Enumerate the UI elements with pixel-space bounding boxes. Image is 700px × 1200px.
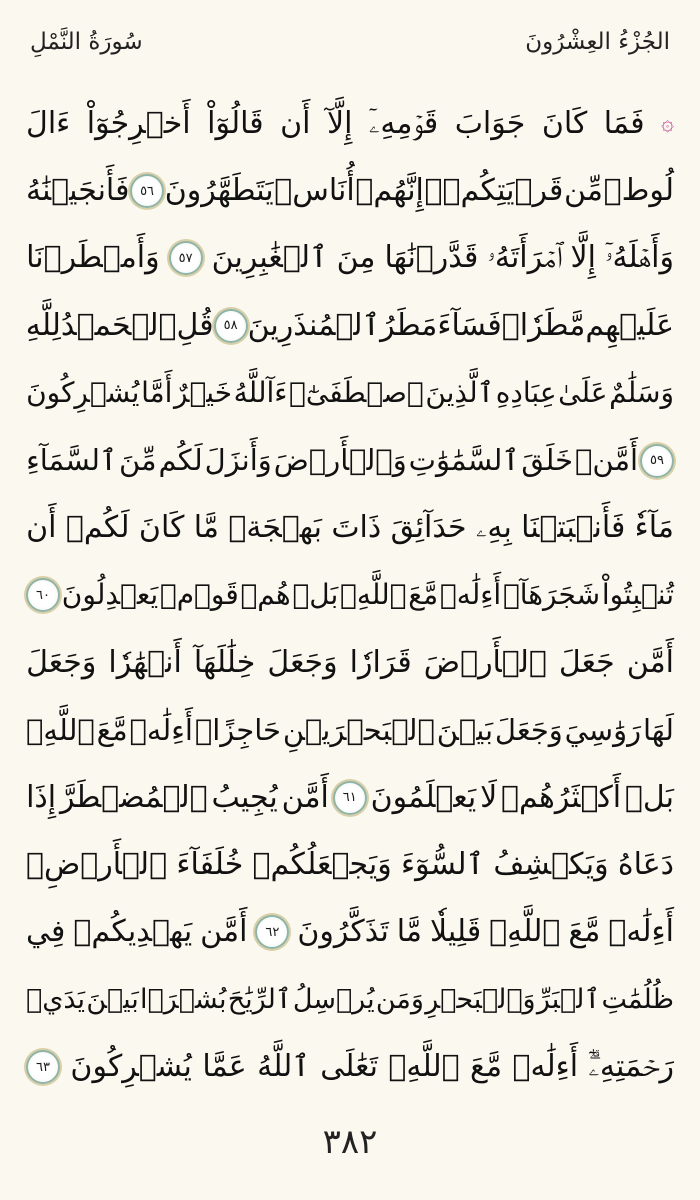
verse-word: ٱلۡحَمۡدُ: [60, 307, 177, 343]
verse-word: قَرَارٗا: [349, 644, 412, 680]
verse-word: مَّعَ: [470, 1049, 503, 1085]
verse-word: وَيَجۡعَلُكُمۡ: [252, 846, 392, 882]
verse-word: لَهَا: [642, 712, 674, 747]
verse-word: يَعۡدِلُونَ: [61, 578, 159, 612]
verse-word: أَءِلَٰهٞ: [512, 1049, 579, 1085]
verse-word: يَهۡدِيكُمۡ: [73, 914, 193, 950]
ayah-number-marker: ٥٦: [130, 174, 164, 208]
verse-word: لُوطٖ: [603, 173, 674, 209]
ayah-number-marker: ٥٩: [640, 444, 674, 478]
verse-word: أَمَّن: [626, 644, 674, 680]
verse-word: فِي: [26, 914, 66, 950]
verse-word: عَلَىٰ: [558, 376, 608, 410]
verse-word: لَكُمۡ: [65, 510, 130, 546]
verse-word: أَمَّن: [281, 779, 329, 815]
verse-word: وَجَعَلَ: [267, 644, 338, 680]
verse-word: ٱللَّهِۚ: [489, 914, 561, 950]
verse-word: إِنَّهُمۡ: [355, 173, 424, 209]
verse-word: أَخۡرِجُوٓاْ: [86, 105, 191, 141]
verse-word: وَجَعَلَ: [26, 644, 97, 680]
verse-word: مَآءٗ: [634, 510, 674, 546]
verse-word: أَءِلَٰهٞ: [608, 914, 674, 950]
verse-word: حَاجِزًاۗ: [194, 712, 281, 747]
verse-word: ٱلۡأَرۡضِۗ: [26, 846, 168, 882]
verse-word: إِذَا: [26, 779, 57, 815]
verse-word: خَلَقَ: [521, 443, 574, 478]
verse-word: تُنۢبِتُواْ: [601, 578, 674, 612]
verse-word: أَمَّنۡ: [574, 443, 639, 478]
verse-word: ٱلۡبَحۡرَيۡنِ: [282, 712, 435, 747]
verse-word: جَعَلَ: [558, 644, 615, 680]
verse-word: بَيۡنَ: [436, 712, 494, 747]
verse-word: يَدَيۡ: [26, 984, 86, 1016]
verse-text-block: [26, 90, 674, 1101]
verse-word: يُرۡسِلُ: [292, 984, 375, 1016]
verse-word: وَيَكۡشِفُ: [493, 846, 609, 882]
verse-word: مِّنَ: [118, 443, 157, 478]
verse-word: ٱلسُّوٓءَ: [400, 846, 485, 882]
verse-word: خَيۡرٌ: [174, 376, 233, 410]
surah-title: سُورَةُ النَّمْلِ: [30, 29, 143, 55]
verse-word: ٱلۡأَرۡضَ: [423, 644, 547, 680]
verse-word: مِّن: [564, 173, 603, 209]
ayah-number-marker: ٥٧: [169, 241, 203, 275]
verse-word: أَمَّا: [141, 376, 173, 410]
ayah-number-marker: ٦١: [333, 781, 367, 815]
rub-el-hizb-icon: ۞: [661, 110, 674, 136]
verse-word: خِلَٰلَهَآ: [193, 644, 256, 680]
verse-line: [26, 562, 674, 629]
verse-word: كَانَ: [138, 510, 185, 546]
verse-line: [26, 697, 674, 764]
verse-word: لِلَّهِ: [25, 307, 61, 343]
verse-word: ٱللَّهُ: [257, 1049, 310, 1085]
verse-word: أَنۡهَٰرٗا: [108, 644, 182, 680]
verse-line: [26, 764, 674, 831]
verse-word: ٱصۡطَفَىٰٓۗ: [289, 376, 424, 410]
verse-word: قَوۡمٞ: [159, 578, 239, 612]
verse-word: وَسَلَٰمٌ: [609, 376, 674, 410]
verse-word: لَكُم: [158, 443, 203, 478]
verse-word: ٱلۡبَرِّ: [536, 984, 601, 1016]
verse-word: فَأَنۢبَتۡنَا: [521, 510, 626, 546]
verse-word: ٱللَّهِۚ: [340, 578, 407, 612]
verse-word: ءَالَ: [26, 105, 71, 141]
verse-word: ٱللَّهِۚ: [388, 1049, 460, 1085]
verse-word: هُمۡ: [240, 578, 291, 612]
verse-line: [26, 629, 674, 696]
verse-word: وَمَن: [375, 984, 424, 1016]
verse-word: فَأَنجَيۡنَٰهُ: [26, 173, 130, 209]
verse-line: [26, 1033, 674, 1100]
verse-line: [26, 292, 674, 359]
verse-word: مِنَ: [336, 240, 376, 276]
verse-word: أُنَاسٞ: [274, 173, 355, 209]
verse-word: ٱلسَّمَٰوَٰتِ: [408, 443, 520, 478]
verse-word: رَوَٰسِيَ: [564, 712, 642, 747]
verse-word: تَذَكَّرُونَ: [297, 914, 389, 950]
verse-word: فَمَا: [603, 105, 645, 141]
verse-word: قَوۡمِهِۦٓ: [368, 105, 439, 141]
juz-title: الجُزْءُ العِشْرُونَ: [525, 29, 670, 55]
verse-word: قَالُوٓاْ: [207, 105, 264, 141]
verse-word: مَّعَ: [568, 914, 601, 950]
verse-word: قَدَّرۡنَٰهَا: [384, 240, 479, 276]
verse-word: وَأَهۡلَهُۥٓ: [604, 240, 674, 276]
page-number: ٣٨٢: [322, 1122, 378, 1162]
verse-word: ٱلۡغَٰبِرِينَ: [211, 240, 328, 276]
verse-word: إِلَّا: [570, 240, 596, 276]
verse-word: أَكۡثَرُهُمۡ: [501, 779, 622, 815]
verse-word: مَّعَ: [96, 712, 128, 747]
verse-word: لَا: [480, 779, 498, 815]
ayah-number-marker: ٦٣: [26, 1050, 60, 1084]
verse-word: ظُلُمَٰتِ: [601, 984, 674, 1016]
verse-word: بَلۡ: [624, 779, 674, 815]
verse-word: ٱلرِّيَٰحَ: [227, 984, 292, 1016]
verse-word: يَعۡلَمُونَ: [370, 779, 477, 815]
verse-word: خُلَفَآءَ: [176, 846, 244, 882]
verse-line: [26, 360, 674, 427]
verse-word: يُشۡرِكُونَ: [70, 1049, 192, 1085]
verse-word: ٱلۡمُضۡطَرَّ: [59, 779, 208, 815]
verse-word: أَمَّن: [200, 914, 248, 950]
verse-word: أَءِلَٰهٞ: [439, 578, 502, 612]
verse-line: [26, 831, 674, 898]
verse-word: ٱلسَّمَآءِ: [26, 443, 118, 478]
verse-word: بَلۡ: [292, 578, 339, 612]
verse-word: مَّطَرٗاۖ: [501, 307, 586, 343]
verse-word: بِهِۦ: [475, 510, 512, 546]
verse-word: يُشۡرِكُونَ: [26, 376, 140, 410]
verse-word: وَأَمۡطَرۡنَا: [26, 240, 160, 276]
ayah-number-marker: ٥٨: [214, 309, 248, 343]
ayah-number-marker: ٦٢: [255, 915, 289, 949]
verse-word: شَجَرَهَآۗ: [502, 578, 601, 612]
verse-word: تَعَٰلَى: [320, 1049, 379, 1085]
verse-word: ٱلَّذِينَ: [425, 376, 495, 410]
verse-word: ذَاتَ: [331, 510, 382, 546]
verse-word: بُشۡرَۢا: [140, 984, 227, 1016]
verse-word: وَٱلۡبَحۡرِ: [425, 984, 536, 1016]
verse-line: [26, 157, 674, 224]
verse-line: [26, 225, 674, 292]
verse-word: كَانَ: [541, 105, 588, 141]
verse-word: حَدَآئِقَ: [390, 510, 467, 546]
verse-word: قَرۡيَتِكُمۡۖ: [424, 173, 564, 209]
verse-word: يَتَطَهَّرُونَ: [164, 173, 274, 209]
verse-word: دَعَاهُ: [617, 846, 674, 882]
verse-word: قَلِيلٗا: [429, 914, 482, 950]
verse-word: وَٱلۡأَرۡضَ: [273, 443, 407, 478]
verse-word: بَيۡنَ: [86, 984, 139, 1016]
verse-word: مَّعَ: [408, 578, 439, 612]
page-header: [30, 22, 670, 62]
verse-word: ٱلۡمُنذَرِينَ: [247, 307, 381, 343]
verse-word: أَن: [26, 510, 57, 546]
ayah-number-marker: ٦٠: [26, 578, 60, 612]
verse-word: ٱللَّهِۚ: [26, 712, 95, 747]
verse-word: ءَآللَّهُ: [233, 376, 288, 410]
verse-word: مَّا: [193, 510, 219, 546]
verse-word: بَهۡجَةٖ: [228, 510, 322, 546]
verse-word: وَأَنزَلَ: [204, 443, 272, 478]
verse-word: عِبَادِهِ: [495, 376, 557, 410]
verse-word: فَسَآءَ: [437, 307, 502, 343]
verse-line: [26, 899, 674, 966]
verse-word: عَلَيۡهِم: [585, 307, 674, 343]
verse-line: [26, 90, 674, 157]
verse-line: [26, 966, 674, 1033]
verse-word: رَحۡمَتِهِۦٓۗ: [588, 1049, 674, 1085]
verse-line: [26, 427, 674, 494]
verse-word: إِلَّآ: [326, 105, 353, 141]
verse-word: ٱمۡرَأَتَهُۥ: [487, 240, 562, 276]
verse-word: مَّا: [396, 914, 422, 950]
verse-word: جَوَابَ: [454, 105, 526, 141]
verse-word: وَجَعَلَ: [494, 712, 563, 747]
verse-word: أَن: [280, 105, 311, 141]
verse-word: أَءِلَٰهٞ: [129, 712, 193, 747]
verse-word: مَطَرُ: [380, 307, 438, 343]
verse-word: يُجِيبُ: [211, 779, 278, 815]
verse-word: عَمَّا: [202, 1049, 247, 1085]
verse-line: [26, 494, 674, 561]
verse-word: قُلِ: [176, 307, 214, 343]
